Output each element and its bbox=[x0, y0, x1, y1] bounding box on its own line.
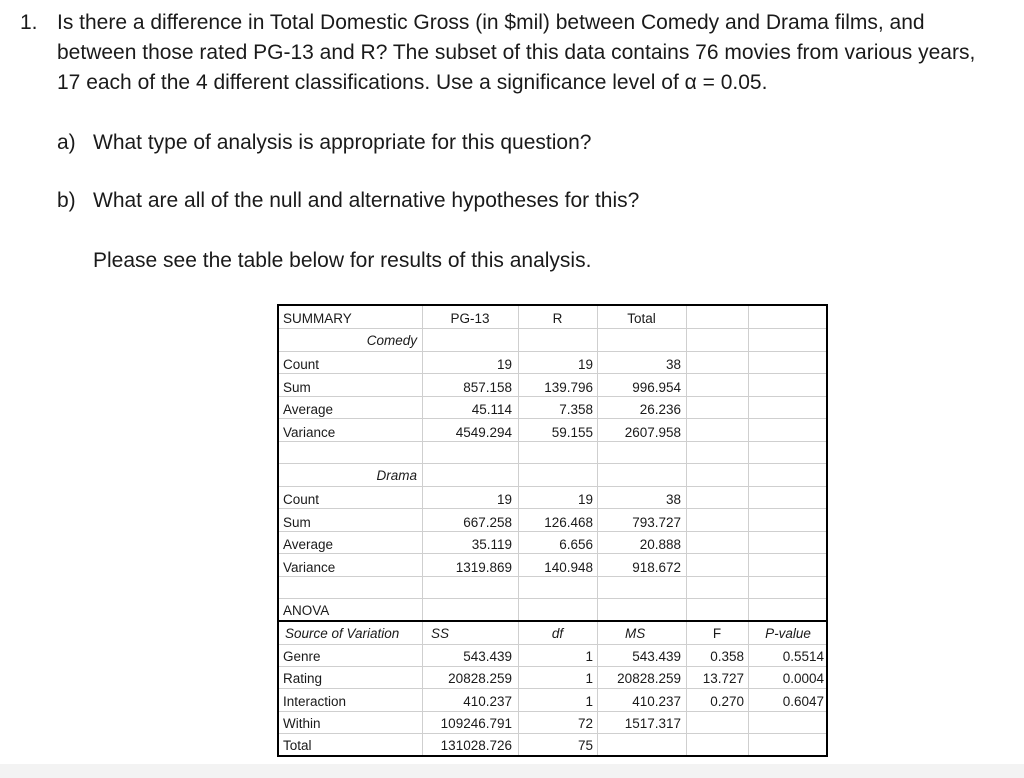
drama-total-value: 793.727 bbox=[632, 514, 681, 530]
comedy-total-value: 26.236 bbox=[639, 402, 681, 417]
comedy-stat-label: Count bbox=[283, 357, 320, 372]
anova-cell bbox=[597, 735, 681, 757]
anova-cell: 0.0004 bbox=[782, 671, 824, 687]
anova-cell: 543.439 bbox=[632, 649, 681, 664]
anova-cell: Rating bbox=[283, 671, 323, 687]
comedy-label: Comedy bbox=[366, 333, 417, 348]
header-r: R bbox=[552, 311, 563, 326]
drama-stat-label: Average bbox=[283, 537, 334, 552]
drama-total-value: 38 bbox=[665, 492, 681, 507]
anova-cell: 1 bbox=[585, 693, 593, 709]
page-bottom-bar bbox=[0, 764, 1024, 778]
anova-title: ANOVA bbox=[283, 603, 330, 618]
anova-cell bbox=[748, 735, 824, 757]
drama-label: Drama bbox=[376, 468, 417, 483]
analysis-note: Please see the table below for results of this analysis. bbox=[93, 249, 592, 272]
comedy-total-value: 38 bbox=[665, 357, 681, 372]
comedy-r-value: 139.796 bbox=[544, 379, 593, 395]
anova-header: df bbox=[551, 626, 564, 641]
question-number: 1. bbox=[20, 11, 38, 34]
anova-cell: 13.727 bbox=[702, 671, 744, 687]
comedy-pg13-value: 4549.294 bbox=[455, 424, 512, 440]
comedy-total-value: 996.954 bbox=[632, 379, 681, 395]
anova-cell: 0.358 bbox=[710, 649, 744, 664]
header-pg13: PG-13 bbox=[450, 311, 490, 326]
comedy-stat-label: Variance bbox=[283, 424, 336, 440]
anova-cell: 410.237 bbox=[632, 693, 681, 709]
anova-header: Source of Variation bbox=[285, 626, 400, 641]
comedy-r-value: 7.358 bbox=[559, 402, 593, 417]
anova-cell bbox=[686, 713, 744, 735]
anova-cell: Interaction bbox=[283, 693, 347, 709]
drama-r-value: 140.948 bbox=[544, 559, 593, 575]
comedy-r-value: 59.155 bbox=[551, 424, 593, 440]
comedy-stat-label: Average bbox=[283, 402, 334, 417]
drama-r-value: 6.656 bbox=[559, 537, 593, 552]
anova-cell: 109246.791 bbox=[440, 715, 512, 731]
drama-pg13-value: 19 bbox=[496, 492, 512, 507]
anova-cell: 1 bbox=[585, 671, 593, 687]
drama-pg13-value: 1319.869 bbox=[455, 559, 512, 575]
anova-header: F bbox=[712, 626, 722, 641]
anova-cell: Total bbox=[283, 738, 312, 754]
anova-header: MS bbox=[625, 626, 646, 641]
drama-stat-label: Sum bbox=[283, 514, 311, 530]
anova-cell: 0.270 bbox=[710, 693, 744, 709]
comedy-r-value: 19 bbox=[577, 357, 593, 372]
anova-cell: 20828.259 bbox=[617, 671, 681, 687]
header-total: Total bbox=[627, 311, 656, 326]
anova-cell: Within bbox=[283, 715, 321, 731]
anova-results-table bbox=[277, 304, 828, 757]
anova-cell: 410.237 bbox=[463, 693, 512, 709]
drama-pg13-value: 35.119 bbox=[471, 537, 512, 552]
anova-cell: 20828.259 bbox=[448, 671, 512, 687]
anova-cell: 72 bbox=[577, 715, 593, 731]
anova-cell: 1517.317 bbox=[624, 715, 681, 731]
anova-cell: 0.6047 bbox=[782, 693, 824, 709]
drama-total-value: 918.672 bbox=[632, 559, 681, 575]
comedy-total-value: 2607.958 bbox=[624, 424, 681, 440]
question-line-1: Is there a difference in Total Domestic Gross (in $mil) between Comedy and Drama films, and bbox=[57, 11, 925, 34]
question-line-2: between those rated PG-13 and R? The subset of this data contains 76 movies from various years, bbox=[57, 41, 976, 64]
anova-cell: 1 bbox=[585, 649, 593, 664]
comedy-pg13-value: 857.158 bbox=[463, 379, 512, 395]
anova-cell: Genre bbox=[283, 649, 321, 664]
anova-cell: 0.5514 bbox=[782, 649, 824, 664]
part-b-text: What are all of the null and alternative hypotheses for this? bbox=[93, 189, 640, 212]
drama-stat-label: Count bbox=[283, 492, 320, 507]
comedy-pg13-value: 45.114 bbox=[471, 402, 512, 417]
drama-total-value: 20.888 bbox=[639, 537, 681, 552]
part-a-text: What type of analysis is appropriate for this question? bbox=[93, 131, 592, 154]
anova-cell: 543.439 bbox=[463, 649, 512, 664]
comedy-pg13-value: 19 bbox=[496, 357, 512, 372]
anova-cell bbox=[686, 735, 744, 757]
drama-pg13-value: 667.258 bbox=[463, 514, 512, 530]
anova-header: P-value bbox=[765, 626, 811, 641]
drama-r-value: 126.468 bbox=[544, 514, 593, 530]
question-line-3: 17 each of the 4 different classifications. Use a significance level of α = 0.05. bbox=[57, 71, 768, 94]
part-a-label: a) bbox=[57, 131, 76, 154]
anova-cell bbox=[748, 713, 824, 735]
drama-r-value: 19 bbox=[577, 492, 593, 507]
anova-cell: 75 bbox=[577, 738, 593, 754]
anova-header: SS bbox=[431, 626, 450, 641]
drama-stat-label: Variance bbox=[283, 559, 336, 575]
comedy-stat-label: Sum bbox=[283, 379, 311, 395]
part-b-label: b) bbox=[57, 189, 76, 212]
summary-title: SUMMARY bbox=[283, 311, 352, 326]
anova-cell: 131028.726 bbox=[440, 738, 512, 754]
